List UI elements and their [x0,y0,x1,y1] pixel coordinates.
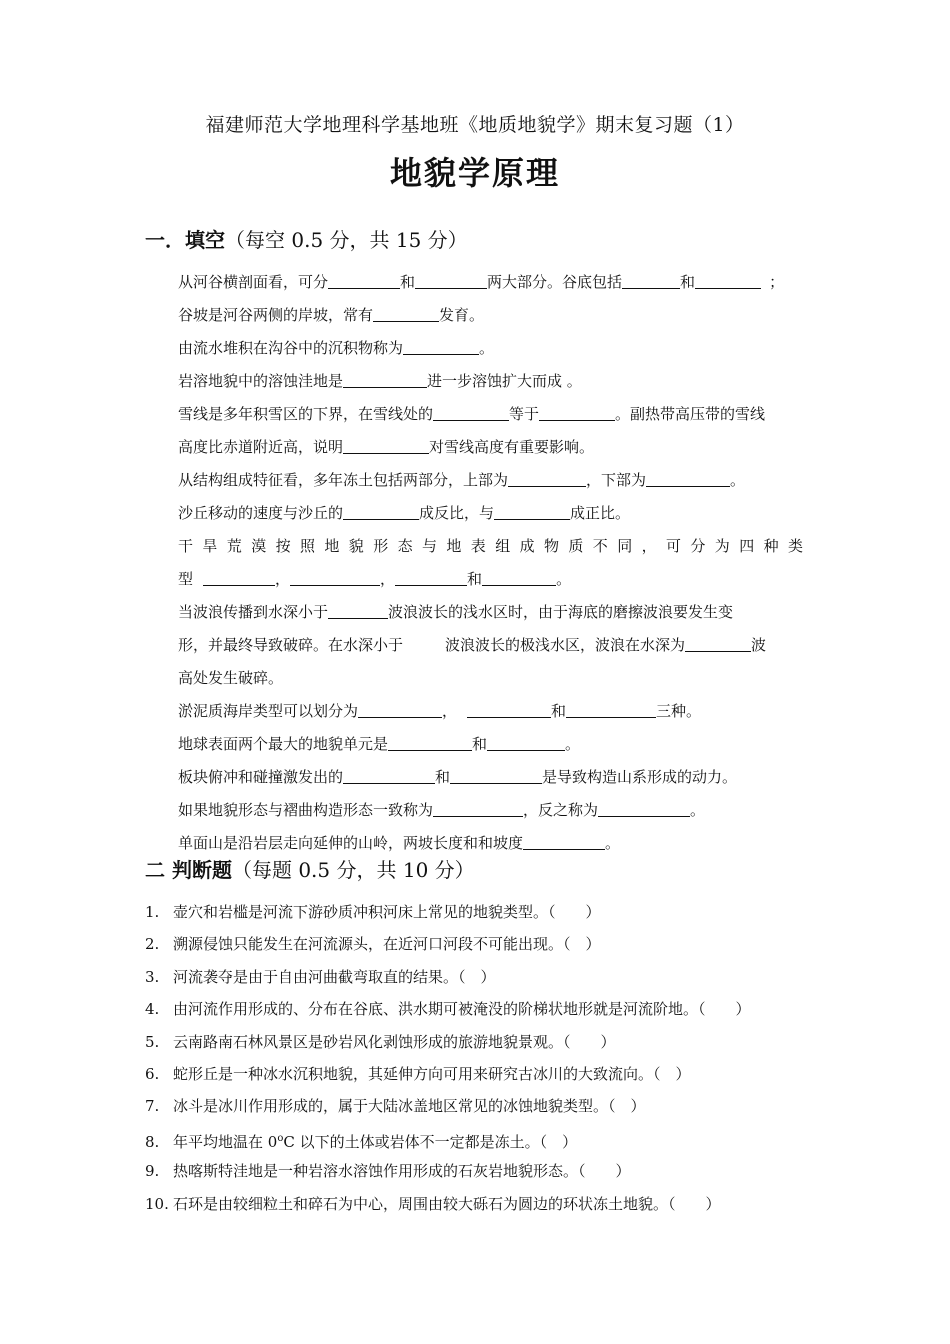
answer-blank[interactable] [403,338,479,355]
answer-blank[interactable] [415,272,487,289]
question-text: 进一步溶蚀扩大而成 。 [427,372,582,390]
fill-line [178,365,808,398]
answer-blank[interactable] [395,569,467,586]
answer-blank[interactable] [494,503,570,520]
item-text: 云南路南石林风景区是砂岩风化剥蚀形成的旅游地貌景观。（ ） [173,1032,616,1051]
fill-line [178,728,808,761]
item-text: 冰斗是冰川作用形成的，属于大陆冰盖地区常见的冰蚀地貌类型。（ ） [173,1097,646,1116]
question-text: 发育。 [439,306,485,324]
question-text: 。 [479,339,495,357]
question-text: 和 [400,273,416,291]
item-number: 10. [145,1194,169,1213]
item-text: 由河流作用形成的、分布在谷底、洪水期可被淹没的阶梯状地形就是河流阶地。（ ） [173,1000,751,1019]
question-text: 和 [551,702,567,720]
item-text: C 以下的土体或岩体不一定都是冻土。（ ） [283,1132,578,1151]
question-text: 从结构组成特征看，多年冻土包括两部分，上部为 [178,471,509,489]
question-text: 波 [751,636,767,654]
fill-line [178,266,808,299]
fill-line [178,563,808,596]
fill-line [178,695,808,728]
item-text: 溯源侵蚀只能发生在河流源头，在近河口河段不可能出现。（ ） [173,935,601,954]
question-text: 。 [605,834,621,852]
question-text: 。 [556,570,572,588]
answer-blank[interactable] [695,272,761,289]
true-false-questions [145,896,825,1220]
question-text: 型 [178,570,194,588]
list-item [145,1058,825,1090]
question-text: ， [442,702,458,720]
answer-blank[interactable] [487,734,565,751]
question-text: 。 [730,471,746,489]
fill-line [178,398,808,431]
question-text: 波浪波长的浅水区时，由于海底的磨擦波浪要发生变 [388,603,734,621]
item-number: 5. [145,1032,160,1051]
list-item [145,1155,825,1187]
question-text: ，反之称为 [523,801,599,819]
list-item [145,896,825,928]
answer-blank[interactable] [328,272,400,289]
item-number: 7. [145,1097,160,1116]
question-text: 高处发生破碎。 [178,669,284,687]
list-item [145,1123,825,1155]
answer-blank[interactable] [373,305,439,322]
answer-blank[interactable] [433,404,509,421]
fill-line [178,332,808,365]
question-text: 淤泥质海岸类型可以划分为 [178,702,359,720]
answer-blank[interactable] [467,701,551,718]
section-heading-true-false [145,854,475,883]
question-text: 。 [690,801,706,819]
question-text: 干旱荒漠按照地貌形态与地表组成物质不同，可分为四种类 [178,537,813,555]
question-text: ； [769,273,785,291]
question-text: 两大部分。谷底包括 [487,273,623,291]
answer-blank[interactable] [482,569,556,586]
question-text: 和 [680,273,696,291]
fill-line [178,761,808,794]
answer-blank[interactable] [450,767,542,784]
question-text: 雪线是多年积雪区的下界，在雪线处的 [178,405,434,423]
item-number: 4. [145,1000,160,1019]
fill-line [178,497,808,530]
question-text: 是导致构造山系形成的动力。 [542,768,738,786]
question-text: 单面山是沿岩层走向延伸的山岭，两坡长度和和坡度 [178,834,524,852]
question-text: ， [380,570,396,588]
list-item [145,961,825,993]
question-text: 从河谷横剖面看，可分 [178,273,329,291]
answer-blank[interactable] [203,569,275,586]
answer-blank[interactable] [290,569,380,586]
item-text: 热喀斯特洼地是一种岩溶水溶蚀作用形成的石灰岩地貌形态。（ ） [173,1162,631,1181]
answer-blank[interactable] [343,437,429,454]
item-number: 9. [145,1162,160,1181]
question-text: 波浪波长的极浅水区，波浪在水深为 [445,636,686,654]
list-item [145,1026,825,1058]
item-text: 壶穴和岩槛是河流下游砂质冲积河床上常见的地貌类型。（ ） [173,903,601,921]
section-label: 二 判断题 [145,858,232,882]
answer-blank[interactable] [598,800,690,817]
degree-superscript: o [277,1132,284,1144]
list-item [145,993,825,1025]
answer-blank[interactable] [343,371,427,388]
fill-line [178,596,808,629]
answer-blank[interactable] [388,734,472,751]
list-item [145,1090,825,1122]
question-text: 和 [467,570,483,588]
item-text: 石环是由较细粒土和碎石为中心，周围由较大砾石为圆边的环状冻土地貌。（ ） [173,1194,721,1213]
answer-blank[interactable] [433,800,523,817]
section-heading-fill-in [145,224,468,253]
question-text: 沙丘移动的速度与沙丘的 [178,504,344,522]
answer-blank[interactable] [343,767,435,784]
question-text: ，下部为 [586,471,647,489]
question-text: 等于 [509,405,540,423]
item-text: 年平均地温在 0 [173,1132,278,1151]
list-item [145,1188,825,1220]
item-number: 3. [145,967,160,986]
fill-line [178,431,808,464]
item-text: 蛇形丘是一种冰水沉积地貌，其延伸方向可用来研究古冰川的大致流向。（ ） [173,1064,691,1083]
answer-blank[interactable] [358,701,442,718]
answer-blank[interactable] [508,470,586,487]
answer-blank[interactable] [343,503,419,520]
fill-line [178,530,813,563]
answer-blank[interactable] [685,635,751,652]
answer-blank[interactable] [566,701,656,718]
question-text: 形，并最终导致破碎。在水深小于 [178,636,404,654]
answer-blank[interactable] [328,602,388,619]
item-text: 河流袭夺是由于自由河曲截弯取直的结果。（ ） [173,967,496,986]
question-text: 三种。 [656,702,702,720]
section-label: 一．填空 [145,228,225,252]
section-note: （每空 0.5 分，共 15 分） [225,228,468,252]
item-number: 8. [145,1132,160,1151]
page-title: 地貌学原理 [389,154,560,192]
fill-in-questions [178,266,813,860]
question-text: 。 [565,735,581,753]
fill-line [178,299,808,332]
question-text: 当波浪传播到水深小于 [178,603,329,621]
section-note: （每题 0.5 分，共 10 分） [231,858,475,882]
question-text: 和 [472,735,488,753]
item-number: 6. [145,1064,160,1083]
question-text: 成正比。 [570,504,631,522]
question-text: 板块俯冲和碰撞激发出的 [178,768,344,786]
question-text: 对雪线高度有重要影响。 [429,438,595,456]
question-text: 地球表面两个最大的地貌单元是 [178,735,389,753]
item-number: 1. [145,903,160,921]
answer-blank[interactable] [539,404,615,421]
fill-line [178,662,808,695]
question-text: 由流水堆积在沟谷中的沉积物称为 [178,339,404,357]
question-text: 高度比赤道附近高，说明 [178,438,344,456]
list-item [145,928,825,960]
question-text: 成反比，与 [419,504,495,522]
fill-line [178,794,808,827]
answer-blank[interactable] [622,272,680,289]
question-text: 谷坡是河谷两侧的岸坡，常有 [178,306,374,324]
item-number: 2. [145,935,160,954]
answer-blank[interactable] [523,833,605,850]
fill-line [178,464,808,497]
question-text: 和 [435,768,451,786]
page-header: 福建师范大学地理科学基地班《地质地貌学》期末复习题（1） [205,114,745,136]
question-text: 岩溶地貌中的溶蚀洼地是 [178,372,344,390]
question-text: 。副热带高压带的雪线 [615,405,766,423]
answer-blank[interactable] [646,470,730,487]
question-text: ， [275,570,291,588]
question-text: 如果地貌形态与褶曲构造形态一致称为 [178,801,434,819]
fill-line [178,629,808,662]
